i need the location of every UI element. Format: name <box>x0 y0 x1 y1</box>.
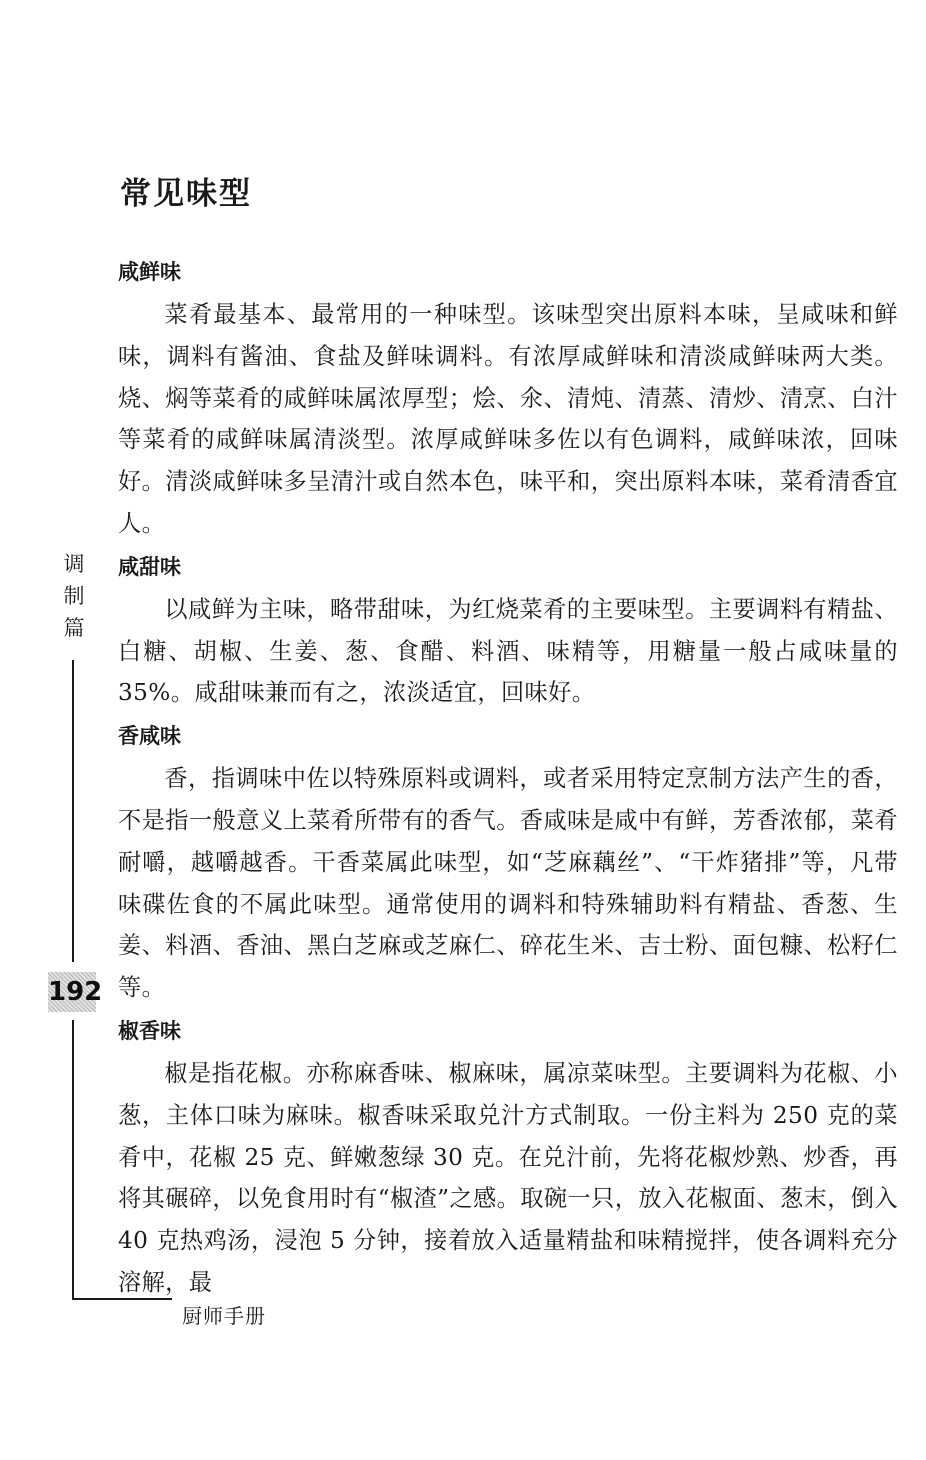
section-xiantian <box>118 545 898 714</box>
section-heading: 椒香味 <box>118 1018 181 1043</box>
page-number: 192 <box>48 972 96 1012</box>
section-paragraph: 香，指调味中佐以特殊原料或调料，或者采用特定烹制方法产生的香，不是指一般意义上菜肴所带有的香气。香咸味是咸中有鲜，芳香浓郁，菜肴耐嚼，越嚼越香。干香菜属此味型，如“芝麻藕丝”、“干炸猪排”等，凡带味碟佐食的不属此味型。通常使用的调料和特殊辅助料有精盐、香葱、生姜、料酒、香油、黑白芝麻或芝麻仁、碎花生米、吉士粉、面包糠、松籽仁等。 <box>118 765 898 1002</box>
section-paragraph: 椒是指花椒。亦称麻香味、椒麻味，属凉菜味型。主要调料为花椒、小葱，主体口味为麻味。椒香味采取兑汁方式制取。一份主料为 250 克的菜肴中，花椒 25 克、鲜嫩葱绿 30 克。在兑汁前，先将花椒炒熟、炒香，再将其碾碎，以免食用时有“椒渣”之感。取碗一只，放入花椒面、葱末，倒入 40 克热鸡汤，浸泡 5 分钟，接着放入适量精盐和味精搅拌，使各调料充分溶解，最 <box>118 1059 898 1296</box>
page-content <box>118 250 898 1304</box>
section-xianxian <box>118 250 898 545</box>
section-heading: 香咸味 <box>118 724 181 749</box>
section-jiaoxiang <box>118 1009 898 1304</box>
section-heading: 咸甜味 <box>118 554 181 579</box>
section-heading: 咸鲜味 <box>118 260 181 284</box>
chapter-side-label <box>62 548 86 644</box>
footer-book-title: 厨师手册 <box>182 1304 266 1328</box>
margin-rule-lower <box>72 1020 74 1300</box>
side-label-char: 调 <box>63 552 85 576</box>
section-paragraph: 菜肴最基本、最常用的一种味型。该味型突出原料本味，呈咸味和鲜味，调料有酱油、食盐及鲜味调料。有浓厚咸鲜味和清淡咸鲜味两大类。烧、焖等菜肴的咸鲜味属浓厚型；烩、氽、清炖、清蒸、清炒、清烹、白汁等菜肴的咸鲜味属清淡型。浓厚咸鲜味多佐以有色调料，咸鲜味浓，回味好。清淡咸鲜味多呈清汁或自然本色，味平和，突出原料本味，菜肴清香宜人。 <box>118 301 898 537</box>
section-paragraph: 以咸鲜为主味，略带甜味，为红烧菜肴的主要味型。主要调料有精盐、白糖、胡椒、生姜、葱、食醋、料酒、味精等，用糖量一般占咸味量的 35%。咸甜味兼而有之，浓淡适宜，回味好。 <box>118 595 898 707</box>
page-title: 常见味型 <box>120 176 252 212</box>
side-label-char: 制 <box>63 584 85 608</box>
margin-rule-upper <box>72 660 74 962</box>
footer-rule <box>72 1298 172 1300</box>
section-xiangxian <box>118 714 898 1009</box>
side-label-char: 篇 <box>63 616 85 640</box>
